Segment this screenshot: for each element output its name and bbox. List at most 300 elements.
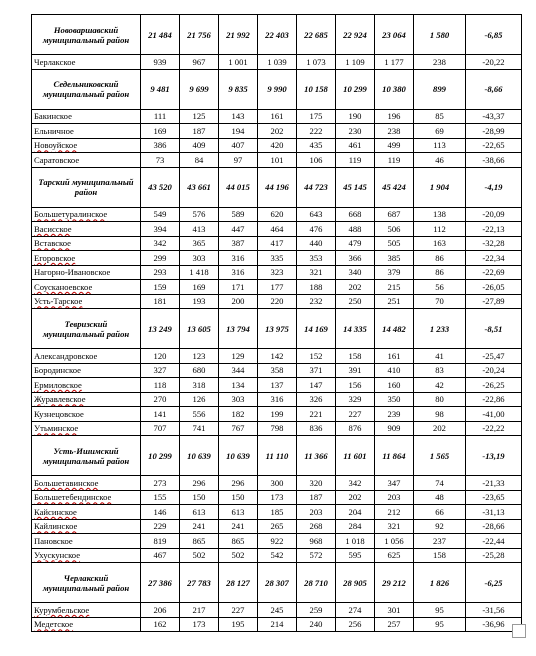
value-cell: 98 — [414, 407, 466, 422]
value-cell: 865 — [180, 534, 219, 549]
value-cell: 27 386 — [141, 563, 180, 603]
value-cell: 227 — [336, 407, 375, 422]
value-cell: 214 — [258, 617, 297, 632]
value-cell: 9 835 — [219, 69, 258, 109]
value-cell: 461 — [336, 138, 375, 153]
settlement-name-cell — [32, 476, 141, 491]
value-cell: 80 — [414, 392, 466, 407]
district-name-cell — [32, 563, 141, 603]
settlement-row — [32, 603, 522, 618]
value-cell: 202 — [258, 124, 297, 139]
value-cell: -22,13 — [466, 222, 522, 237]
value-cell: 10 299 — [141, 436, 180, 476]
value-cell: -6,25 — [466, 563, 522, 603]
value-cell: -28,99 — [466, 124, 522, 139]
value-cell: 196 — [375, 109, 414, 124]
value-cell: 21 756 — [180, 15, 219, 55]
settlement-name-cell — [32, 55, 141, 70]
settlement-row — [32, 207, 522, 222]
value-cell: 113 — [414, 138, 466, 153]
value-cell: 204 — [336, 505, 375, 520]
value-cell: 232 — [297, 294, 336, 309]
settlement-name-cell — [32, 349, 141, 364]
settlement-row — [32, 421, 522, 436]
district-name-cell — [32, 69, 141, 109]
district-row — [32, 15, 522, 55]
value-cell: 23 064 — [375, 15, 414, 55]
value-cell: 206 — [141, 603, 180, 618]
value-cell: 268 — [297, 519, 336, 534]
settlement-name-cell — [32, 505, 141, 520]
value-cell: 299 — [141, 251, 180, 266]
settlement-row — [32, 109, 522, 124]
value-cell: 173 — [180, 617, 219, 632]
row-name: Бакинское — [34, 111, 72, 122]
value-cell: 301 — [375, 603, 414, 618]
value-cell: 440 — [297, 236, 336, 251]
row-name: Новоуйское — [34, 140, 78, 151]
value-cell: 1 109 — [336, 55, 375, 70]
value-cell: 239 — [375, 407, 414, 422]
settlement-row — [32, 548, 522, 563]
value-cell: -20,24 — [466, 363, 522, 378]
value-cell: 467 — [141, 548, 180, 563]
value-cell: 45 424 — [375, 167, 414, 207]
value-cell: -6,85 — [466, 15, 522, 55]
value-cell: 1 073 — [297, 55, 336, 70]
value-cell: 175 — [297, 109, 336, 124]
value-cell: -43,37 — [466, 109, 522, 124]
value-cell: 968 — [297, 534, 336, 549]
district-name-cell — [32, 15, 141, 55]
value-cell: 410 — [375, 363, 414, 378]
value-cell: 27 783 — [180, 563, 219, 603]
value-cell: 241 — [180, 519, 219, 534]
value-cell: 86 — [414, 265, 466, 280]
value-cell: 147 — [297, 378, 336, 393]
value-cell: 29 212 — [375, 563, 414, 603]
value-cell: -41,00 — [466, 407, 522, 422]
value-cell: -31,56 — [466, 603, 522, 618]
value-cell: 409 — [180, 138, 219, 153]
value-cell: 143 — [219, 109, 258, 124]
value-cell: 358 — [258, 363, 297, 378]
value-cell: 120 — [141, 349, 180, 364]
value-cell: 371 — [297, 363, 336, 378]
value-cell: 21 992 — [219, 15, 258, 55]
value-cell: 119 — [375, 153, 414, 168]
value-cell: 327 — [141, 363, 180, 378]
row-name: Черлакский муниципальный район — [42, 572, 130, 593]
value-cell: 44 723 — [297, 167, 336, 207]
value-cell: 212 — [375, 505, 414, 520]
value-cell: 303 — [180, 251, 219, 266]
district-row — [32, 436, 522, 476]
value-cell: 203 — [297, 505, 336, 520]
value-cell: 502 — [219, 548, 258, 563]
row-name: Тарский муниципальный район — [38, 177, 134, 197]
value-cell: 13 605 — [180, 309, 219, 349]
row-name: Большетуралинское — [34, 209, 108, 220]
value-cell: 9 481 — [141, 69, 180, 109]
value-cell: 1 904 — [414, 167, 466, 207]
value-cell: 353 — [297, 251, 336, 266]
value-cell: 150 — [219, 490, 258, 505]
settlement-row — [32, 236, 522, 251]
district-name-cell — [32, 167, 141, 207]
value-cell: 171 — [219, 280, 258, 295]
settlement-row — [32, 392, 522, 407]
value-cell: 464 — [258, 222, 297, 237]
row-name: Соусканоевское — [34, 281, 93, 292]
settlement-row — [32, 153, 522, 168]
value-cell: 28 127 — [219, 563, 258, 603]
value-cell: 238 — [414, 55, 466, 70]
value-cell: 129 — [219, 349, 258, 364]
value-cell: 505 — [375, 236, 414, 251]
value-cell: 95 — [414, 617, 466, 632]
value-cell: 245 — [258, 603, 297, 618]
value-cell: 316 — [219, 265, 258, 280]
value-cell: 85 — [414, 109, 466, 124]
value-cell: 323 — [258, 265, 297, 280]
value-cell: 293 — [141, 265, 180, 280]
value-cell: 13 794 — [219, 309, 258, 349]
value-cell: 101 — [258, 153, 297, 168]
value-cell: 83 — [414, 363, 466, 378]
settlement-name-cell — [32, 392, 141, 407]
value-cell: 506 — [375, 222, 414, 237]
row-name: Нагорно-Ивановское — [34, 267, 111, 278]
value-cell: 45 145 — [336, 167, 375, 207]
value-cell: 161 — [375, 349, 414, 364]
value-cell: 251 — [375, 294, 414, 309]
value-cell: 365 — [180, 236, 219, 251]
value-cell: 118 — [141, 378, 180, 393]
value-cell: 215 — [375, 280, 414, 295]
value-cell: -32,28 — [466, 236, 522, 251]
value-cell: 394 — [141, 222, 180, 237]
value-cell: -26,25 — [466, 378, 522, 393]
settlement-row — [32, 505, 522, 520]
value-cell: 43 520 — [141, 167, 180, 207]
value-cell: 158 — [336, 349, 375, 364]
value-cell: 125 — [180, 109, 219, 124]
value-cell: 499 — [375, 138, 414, 153]
value-cell: 296 — [180, 476, 219, 491]
settlement-name-cell — [32, 407, 141, 422]
value-cell: 1 418 — [180, 265, 219, 280]
value-cell: 158 — [414, 548, 466, 563]
settlement-name-cell — [32, 534, 141, 549]
value-cell: 542 — [258, 548, 297, 563]
row-name: Пановское — [34, 535, 73, 546]
value-cell: 155 — [141, 490, 180, 505]
value-cell: 70 — [414, 294, 466, 309]
value-cell: 190 — [336, 109, 375, 124]
value-cell: -4,19 — [466, 167, 522, 207]
settlement-name-cell — [32, 490, 141, 505]
value-cell: 10 158 — [297, 69, 336, 109]
value-cell: -22,86 — [466, 392, 522, 407]
value-cell: 366 — [336, 251, 375, 266]
value-cell: 202 — [414, 421, 466, 436]
value-cell: -27,89 — [466, 294, 522, 309]
value-cell: 300 — [258, 476, 297, 491]
value-cell: 447 — [219, 222, 258, 237]
settlement-row — [32, 407, 522, 422]
value-cell: 865 — [219, 534, 258, 549]
value-cell: 413 — [180, 222, 219, 237]
settlement-name-cell — [32, 109, 141, 124]
settlement-row — [32, 378, 522, 393]
settlement-row — [32, 280, 522, 295]
value-cell: 316 — [258, 392, 297, 407]
settlement-name-cell — [32, 378, 141, 393]
value-cell: 613 — [219, 505, 258, 520]
value-cell: 256 — [336, 617, 375, 632]
value-cell: 329 — [336, 392, 375, 407]
value-cell: -20,22 — [466, 55, 522, 70]
value-cell: 9 990 — [258, 69, 297, 109]
value-cell: 344 — [219, 363, 258, 378]
settlement-name-cell — [32, 222, 141, 237]
value-cell: 177 — [258, 280, 297, 295]
value-cell: 238 — [375, 124, 414, 139]
value-cell: 707 — [141, 421, 180, 436]
value-cell: 13 975 — [258, 309, 297, 349]
settlement-name-cell — [32, 265, 141, 280]
district-row — [32, 69, 522, 109]
settlement-row — [32, 490, 522, 505]
row-name: Седельниковский муниципальный район — [42, 79, 130, 99]
value-cell: 150 — [180, 490, 219, 505]
value-cell: 156 — [336, 378, 375, 393]
value-cell: 188 — [297, 280, 336, 295]
value-cell: -26,05 — [466, 280, 522, 295]
value-cell: -22,69 — [466, 265, 522, 280]
value-cell: 595 — [336, 548, 375, 563]
value-cell: 876 — [336, 421, 375, 436]
row-name: Саратовское — [34, 154, 80, 165]
value-cell: 73 — [141, 153, 180, 168]
value-cell: -20,09 — [466, 207, 522, 222]
settlement-name-cell — [32, 519, 141, 534]
value-cell: 169 — [141, 124, 180, 139]
value-cell: 1 056 — [375, 534, 414, 549]
value-cell: 342 — [141, 236, 180, 251]
row-name: Усть-Тарское — [34, 296, 83, 307]
value-cell: 44 196 — [258, 167, 297, 207]
settlement-name-cell — [32, 124, 141, 139]
row-name: Утьминское — [34, 423, 79, 434]
value-cell: 230 — [336, 124, 375, 139]
row-name: Нововаршавский муниципальный район — [42, 24, 130, 45]
value-cell: 48 — [414, 490, 466, 505]
value-cell: 200 — [219, 294, 258, 309]
value-cell: 620 — [258, 207, 297, 222]
value-cell: 202 — [336, 280, 375, 295]
settlement-row — [32, 519, 522, 534]
settlement-name-cell — [32, 207, 141, 222]
row-name: Усть-Ишимский муниципальный район — [42, 445, 130, 466]
value-cell: -38,66 — [466, 153, 522, 168]
value-cell: 589 — [219, 207, 258, 222]
value-cell: 274 — [336, 603, 375, 618]
value-cell: 741 — [180, 421, 219, 436]
settlement-name-cell — [32, 363, 141, 378]
value-cell: 46 — [414, 153, 466, 168]
district-name-cell — [32, 436, 141, 476]
settlement-name-cell — [32, 153, 141, 168]
value-cell: 318 — [180, 378, 219, 393]
value-cell: 227 — [219, 603, 258, 618]
row-name: Большетавинское — [34, 477, 99, 488]
value-cell: 1 039 — [258, 55, 297, 70]
value-cell: 138 — [414, 207, 466, 222]
settlement-name-cell — [32, 294, 141, 309]
value-cell: 321 — [297, 265, 336, 280]
row-name: Черлакское — [34, 56, 76, 67]
settlement-name-cell — [32, 617, 141, 632]
settlement-name-cell — [32, 236, 141, 251]
value-cell: 296 — [219, 476, 258, 491]
value-cell: 613 — [180, 505, 219, 520]
settlement-row — [32, 55, 522, 70]
value-cell: 250 — [336, 294, 375, 309]
value-cell: 229 — [141, 519, 180, 534]
row-name: Егоровское — [34, 252, 76, 263]
row-name: Васисское — [34, 223, 72, 234]
value-cell: 340 — [336, 265, 375, 280]
value-cell: 385 — [375, 251, 414, 266]
value-cell: 967 — [180, 55, 219, 70]
value-cell: 1 580 — [414, 15, 466, 55]
settlement-row — [32, 124, 522, 139]
page-content — [31, 14, 521, 632]
value-cell: 237 — [414, 534, 466, 549]
value-cell: -28,66 — [466, 519, 522, 534]
value-cell: 556 — [180, 407, 219, 422]
value-cell: 195 — [219, 617, 258, 632]
value-cell: 134 — [219, 378, 258, 393]
value-cell: 202 — [336, 490, 375, 505]
value-cell: 10 639 — [180, 436, 219, 476]
value-cell: 95 — [414, 603, 466, 618]
value-cell: 488 — [336, 222, 375, 237]
value-cell: 185 — [258, 505, 297, 520]
value-cell: 899 — [414, 69, 466, 109]
value-cell: 407 — [219, 138, 258, 153]
row-name: Кузнецовское — [34, 408, 84, 419]
value-cell: 181 — [141, 294, 180, 309]
value-cell: 668 — [336, 207, 375, 222]
value-cell: -22,34 — [466, 251, 522, 266]
value-cell: 92 — [414, 519, 466, 534]
value-cell: 476 — [297, 222, 336, 237]
value-cell: 1 565 — [414, 436, 466, 476]
value-cell: 320 — [297, 476, 336, 491]
row-name: Кайсинское — [34, 506, 77, 517]
value-cell: 69 — [414, 124, 466, 139]
settlement-row — [32, 617, 522, 632]
settlement-name-cell — [32, 603, 141, 618]
value-cell: 417 — [258, 236, 297, 251]
value-cell: 1 018 — [336, 534, 375, 549]
value-cell: 241 — [219, 519, 258, 534]
value-cell: 819 — [141, 534, 180, 549]
value-cell: 146 — [141, 505, 180, 520]
value-cell: -23,65 — [466, 490, 522, 505]
value-cell: 1 177 — [375, 55, 414, 70]
value-cell: -31,13 — [466, 505, 522, 520]
row-name: Большетебендинское — [34, 492, 112, 503]
value-cell: 187 — [180, 124, 219, 139]
value-cell: -8,66 — [466, 69, 522, 109]
value-cell: 11 110 — [258, 436, 297, 476]
value-cell: 479 — [336, 236, 375, 251]
value-cell: 303 — [219, 392, 258, 407]
value-cell: -36,96 — [466, 617, 522, 632]
row-name: Ермиловское — [34, 379, 82, 390]
value-cell: 119 — [336, 153, 375, 168]
value-cell: 173 — [258, 490, 297, 505]
value-cell: 11 366 — [297, 436, 336, 476]
value-cell: 222 — [297, 124, 336, 139]
value-cell: 909 — [375, 421, 414, 436]
value-cell: 347 — [375, 476, 414, 491]
value-cell: 284 — [336, 519, 375, 534]
value-cell: 273 — [141, 476, 180, 491]
district-row — [32, 563, 522, 603]
value-cell: 84 — [180, 153, 219, 168]
value-cell: 142 — [258, 349, 297, 364]
settlement-row — [32, 222, 522, 237]
value-cell: 217 — [180, 603, 219, 618]
value-cell: 126 — [180, 392, 219, 407]
value-cell: 194 — [219, 124, 258, 139]
value-cell: -25,47 — [466, 349, 522, 364]
value-cell: -25,28 — [466, 548, 522, 563]
value-cell: 43 661 — [180, 167, 219, 207]
settlement-name-cell — [32, 548, 141, 563]
value-cell: 387 — [219, 236, 258, 251]
value-cell: 576 — [180, 207, 219, 222]
value-cell: 10 380 — [375, 69, 414, 109]
row-name: Медетское — [34, 619, 74, 630]
value-cell: 9 699 — [180, 69, 219, 109]
settlement-row — [32, 349, 522, 364]
settlement-name-cell — [32, 138, 141, 153]
value-cell: 14 482 — [375, 309, 414, 349]
value-cell: 240 — [297, 617, 336, 632]
value-cell: 643 — [297, 207, 336, 222]
row-name: Ухускунское — [34, 550, 81, 561]
value-cell: 44 015 — [219, 167, 258, 207]
settlement-row — [32, 138, 522, 153]
value-cell: 10 299 — [336, 69, 375, 109]
value-cell: -22,65 — [466, 138, 522, 153]
value-cell: 106 — [297, 153, 336, 168]
value-cell: 502 — [180, 548, 219, 563]
settlement-name-cell — [32, 251, 141, 266]
value-cell: 199 — [258, 407, 297, 422]
value-cell: 159 — [141, 280, 180, 295]
value-cell: 14 335 — [336, 309, 375, 349]
value-cell: 435 — [297, 138, 336, 153]
value-cell: 687 — [375, 207, 414, 222]
district-name-cell — [32, 309, 141, 349]
